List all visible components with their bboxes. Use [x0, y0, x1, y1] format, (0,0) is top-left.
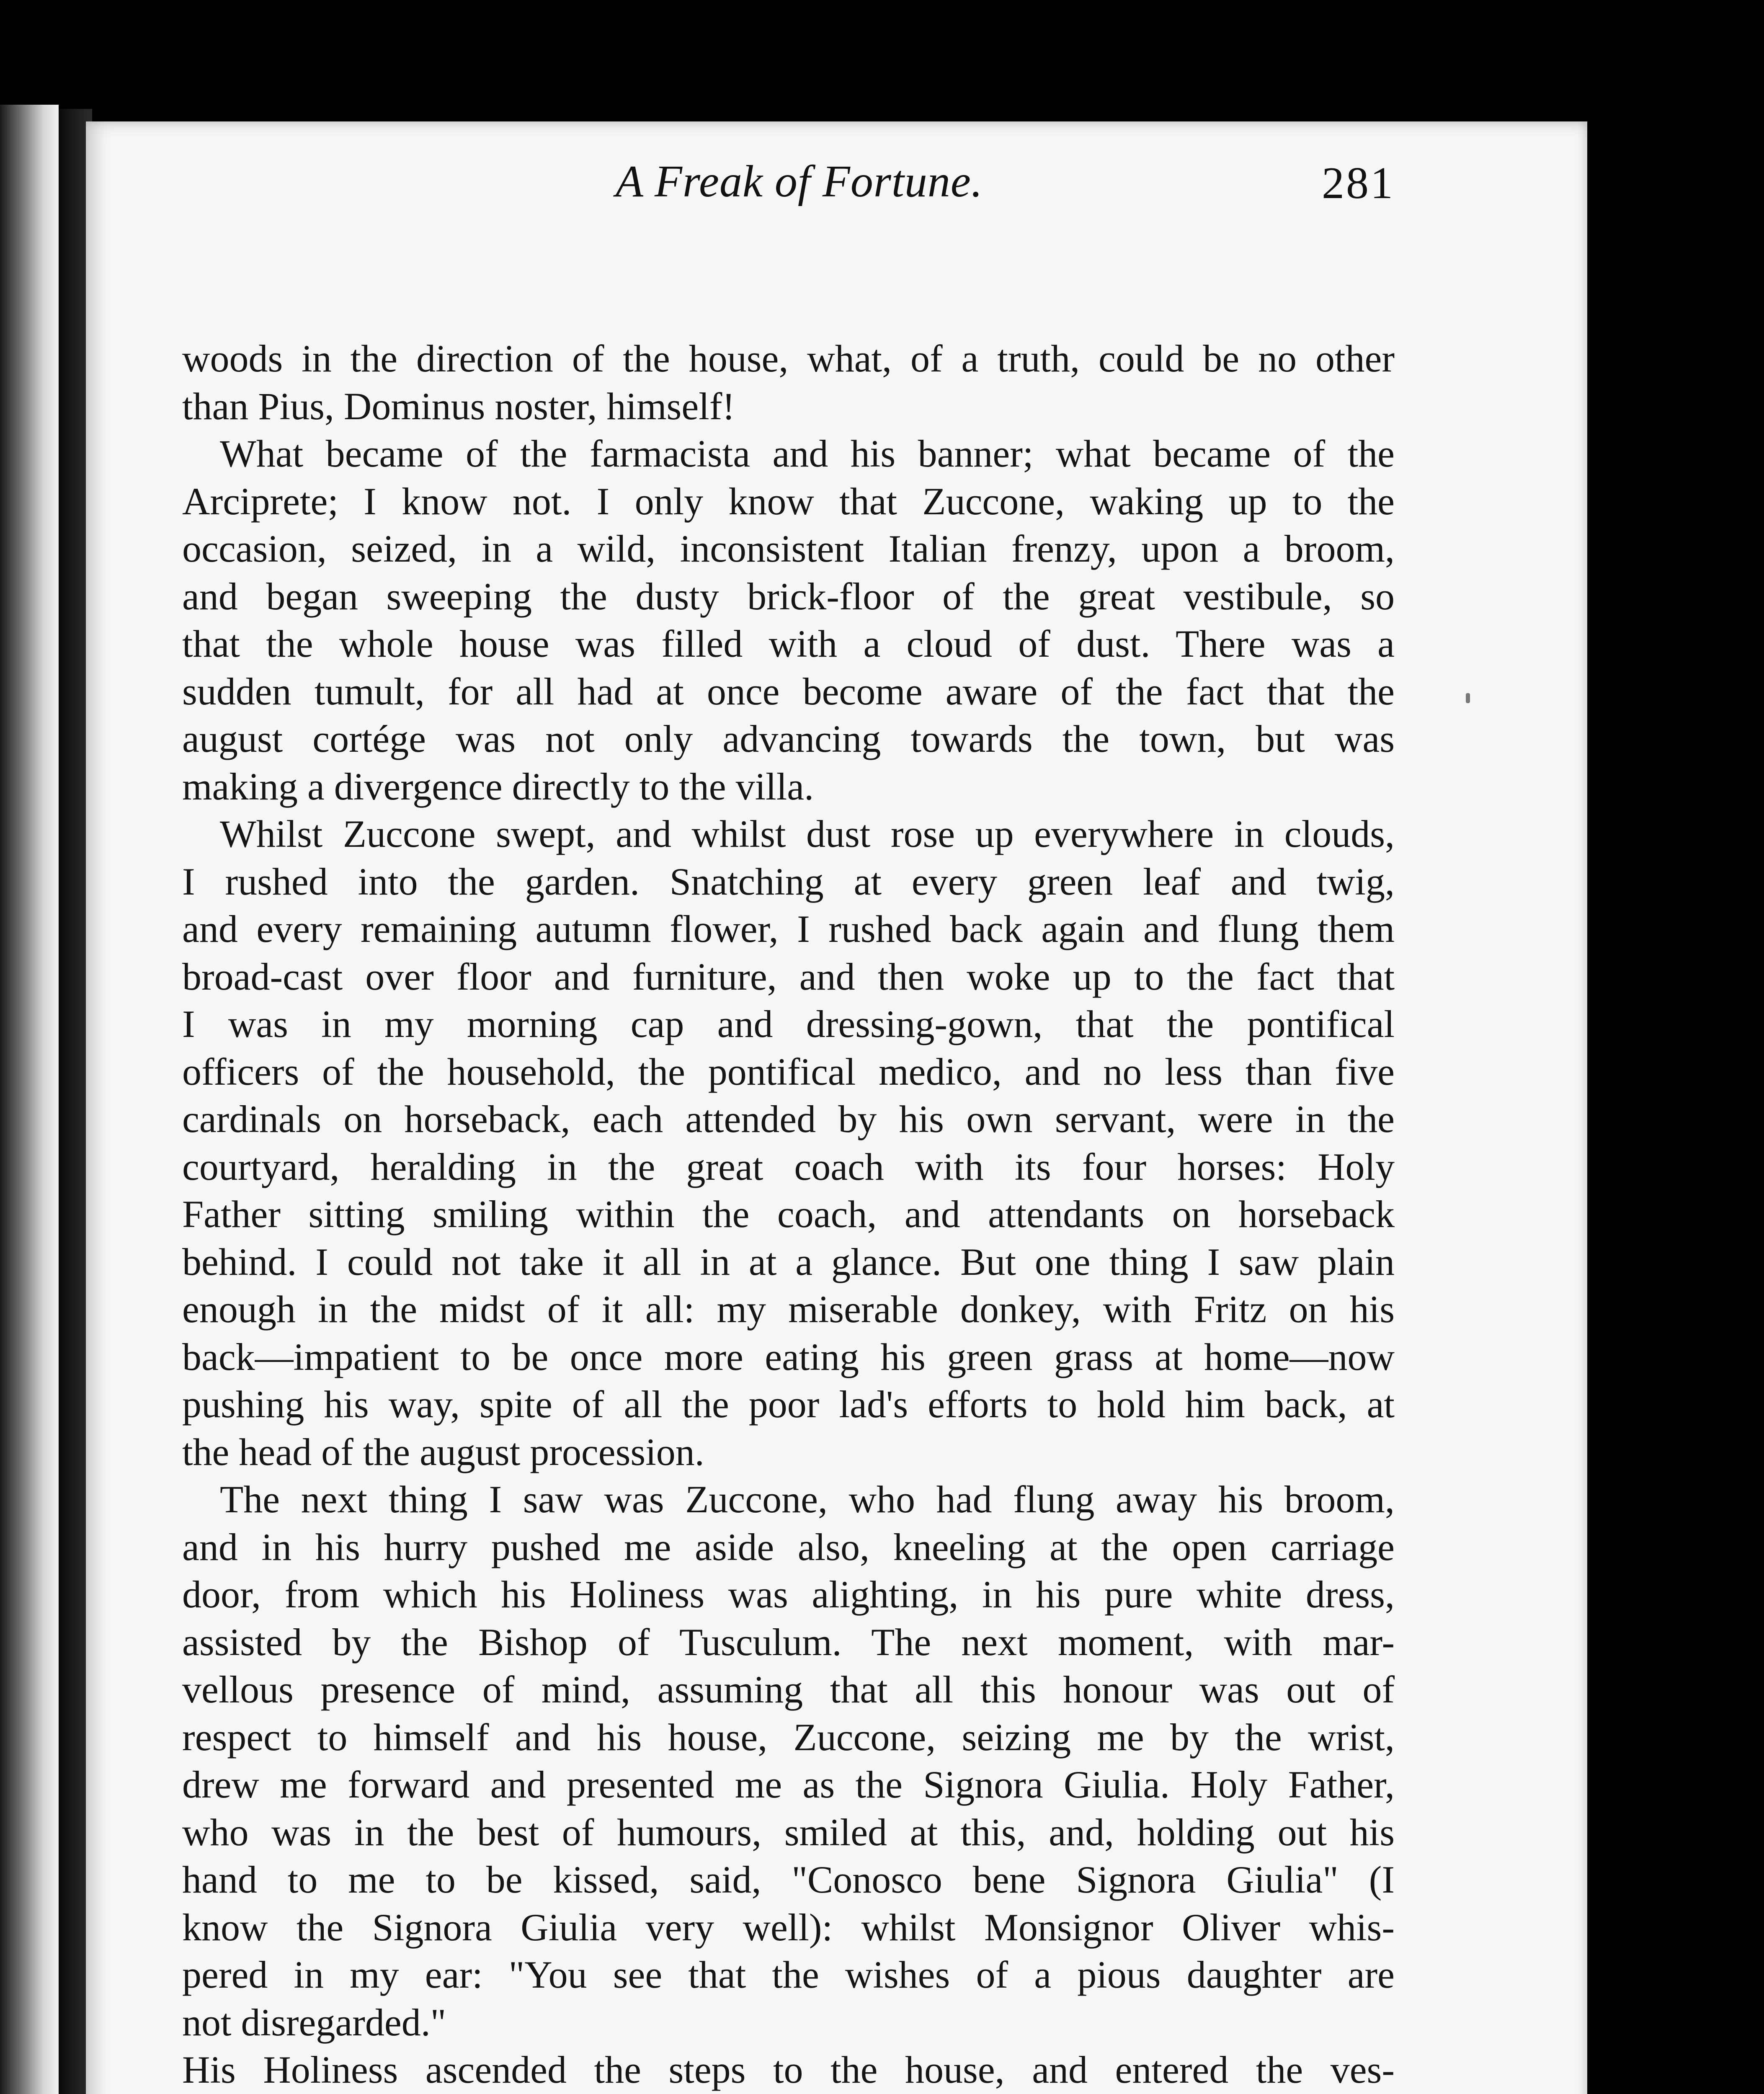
running-head	[96, 159, 1395, 243]
text-line: I rushed into the garden. Snatching at every green leaf and twig,	[182, 860, 1395, 903]
text-line: that the whole house was filled with a cloud of dust. There was a	[182, 622, 1395, 665]
text-line: and in his hurry pushed me aside also, kneeling at the open carriage	[182, 1525, 1395, 1568]
text-line: drew me forward and presented me as the Signora Giulia. Holy Father,	[182, 1763, 1395, 1806]
page-number: 281	[1322, 158, 1395, 208]
text-line: hand to me to be kissed, said, "Conosco bene Signora Giulia" (I	[182, 1858, 1395, 1901]
text-line: assisted by the Bishop of Tusculum. The next moment, with mar-	[182, 1620, 1395, 1663]
text-line: Whilst Zuccone swept, and whilst dust rose up everywhere in clouds,	[220, 812, 1395, 855]
text-line: cardinals on horseback, each attended by his own servant, were in the	[182, 1098, 1395, 1140]
text-line: What became of the farmacista and his banner; what became of the	[220, 432, 1395, 475]
text-line: know the Signora Giulia very well): whilst Monsignor Oliver whis-	[182, 1906, 1395, 1949]
text-line: door, from which his Holiness was alighting, in his pure white dress,	[182, 1573, 1395, 1616]
margin-speck	[1466, 693, 1470, 703]
text-line: broad-cast over floor and furniture, and then woke up to the fact that	[182, 955, 1395, 998]
text-line: sudden tumult, for all had at once become aware of the fact that the	[182, 670, 1395, 713]
text-line: than Pius, Dominus noster, himself!	[182, 384, 735, 428]
facing-page-edge	[0, 105, 59, 2094]
text-line: not disregarded."	[182, 2001, 446, 2044]
text-line: officers of the household, the pontifical medico, and no less than five	[182, 1050, 1395, 1093]
text-line: I was in my morning cap and dressing-gown, that the pontifical	[182, 1003, 1395, 1045]
text-line: pushing his way, spite of all the poor lad's efforts to hold him back, at	[182, 1383, 1395, 1426]
text-line: Arciprete; I know not. I only know that Zuccone, waking up to the	[182, 480, 1395, 523]
text-line: pered in my ear: "You see that the wishes of a pious daughter are	[182, 1953, 1395, 1996]
text-line: vellous presence of mind, assuming that all this honour was out of	[182, 1668, 1395, 1711]
text-line: enough in the midst of it all: my miserable donkey, with Fritz on his	[182, 1288, 1395, 1331]
text-line: behind. I could not take it all in at a glance. But one thing I saw plain	[182, 1240, 1395, 1283]
text-line: and every remaining autumn flower, I rushed back again and flung them	[182, 908, 1395, 950]
text-line: Father sitting smiling within the coach, and attendants on horseback	[182, 1193, 1395, 1235]
running-head-title: A Freak of Fortune.	[616, 157, 983, 206]
body-text	[182, 335, 1395, 2094]
text-line: The next thing I saw was Zuccone, who had flung away his broom,	[220, 1478, 1395, 1521]
text-line: courtyard, heralding in the great coach with its four horses: Holy	[182, 1145, 1395, 1188]
text-line: august cortége was not only advancing towards the town, but was	[182, 717, 1395, 760]
text-line: His Holiness ascended the steps to the house, and entered the ves-	[182, 2048, 1395, 2091]
text-line: woods in the direction of the house, what, of a truth, could be no other	[182, 337, 1395, 380]
text-line: who was in the best of humours, smiled at this, and, holding out his	[182, 1810, 1395, 1854]
text-line: back—impatient to be once more eating his green grass at home—now	[182, 1335, 1395, 1378]
text-line: and began sweeping the dusty brick-floor of the great vestibule, so	[182, 575, 1395, 618]
text-line: respect to himself and his house, Zuccone, seizing me by the wrist,	[182, 1715, 1395, 1759]
text-line: making a divergence directly to the villa.	[182, 765, 814, 808]
text-line: occasion, seized, in a wild, inconsistent Italian frenzy, upon a broom,	[182, 527, 1395, 570]
text-line: the head of the august procession.	[182, 1430, 704, 1473]
